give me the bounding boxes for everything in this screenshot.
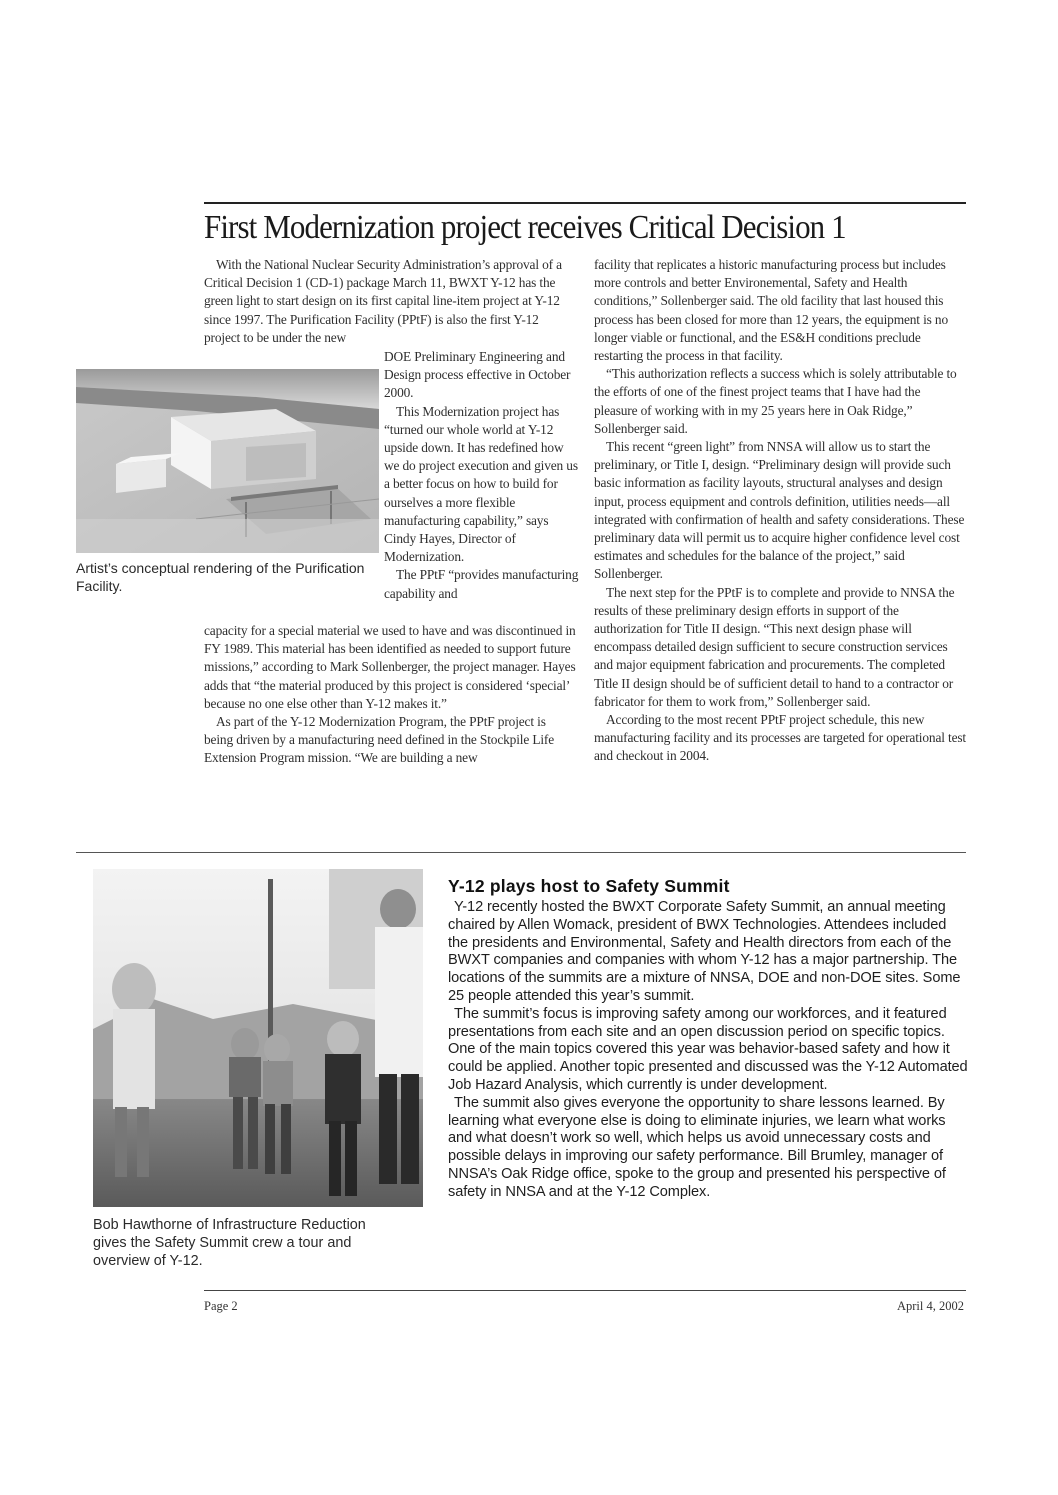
rendering-caption: Artist’s conceptual rendering of the Purification Facility. bbox=[76, 560, 365, 594]
article-bottom-column bbox=[204, 622, 576, 768]
side-paragraph: The PPtF “provides manufacturing capability and bbox=[384, 567, 579, 601]
bottom-paragraph: capacity for a special material we used to have and was discontinued in FY 1989. This material has been identified as needed to support future missions,” according to Mark Sollenberger, the project manager. Hayes adds that “the material produced by this project is considered ‘special’ because no one else other than Y-12 makes it.” bbox=[204, 623, 576, 711]
safety-summit-title: Y-12 plays host to Safety Summit bbox=[448, 876, 730, 896]
summit-paragraph: The summit also gives everyone the opportunity to share lessons learned. By learning what everyone else is doing to eliminate injuries, we learn what works and what doesn’t work so well, which helps us avoid unnecessary costs and possible delays in improving our safety performance. Bill Brumley, manager of NNSA’s Oak Ridge office, spoke to the group and presented his perspective of safety in NNSA and at the Y-12 Complex. bbox=[448, 1094, 946, 1200]
page-number: Page 2 bbox=[204, 1299, 238, 1313]
intro-paragraph: With the National Nuclear Security Administration’s approval of a Critical Decision 1 (CD-1) package March 11, BWXT Y-12 has the green light to start design on its first capital line-item project at Y-12 since 1997. The Purification Facility (PPtF) is also the first Y-12 project to be under the new bbox=[204, 257, 562, 345]
top-rule bbox=[204, 202, 966, 204]
issue-date: April 4, 2002 bbox=[896, 1299, 964, 1313]
right-paragraph: This recent “green light” from NNSA will allow us to start the preliminary, or Title I, design. “Preliminary design will provide such basic information as facility layouts, structural analyses and design input, process equipment and controls definition, utilities needs—all integrated with confirmation of health and safety considerations. These preliminary data will permit us to acquire higher confidence level cost estimates and schedules for the balance of the project,” said Sollenberger. bbox=[594, 439, 965, 582]
summit-photo-caption: Bob Hawthorne of Infrastructure Reduction gives the Safety Summit crew a tour and overview of Y-12. bbox=[93, 1217, 366, 1269]
right-paragraph: The next step for the PPtF is to complete and provide to NNSA the results of these preliminary design efforts in support of the authorization for Title II design. “This next design phase will encompass detailed design sufficient to secure construction services and major equipment fabrication and procurements. The completed Title II design should be of sufficient detail to hand to a contractor or fabricator for them to work from,” Sollenberger said. bbox=[594, 584, 955, 709]
article-right-column bbox=[594, 256, 966, 766]
right-paragraph: facility that replicates a historic manufacturing process but includes more controls and better Environemental, Safety and Health conditions,” Sollenberger said. The old facility that last housed this process has been closed for more than 12 years, the equipment is no longer viable or functional, and the ES&H conditions preclude restarting the process in that facility. bbox=[594, 257, 948, 364]
section-divider bbox=[76, 852, 966, 853]
facility-rendering-image bbox=[76, 369, 379, 553]
right-paragraph: According to the most recent PPtF project schedule, this new manufacturing facility and its processes are targeted for operational test and checkout in 2004. bbox=[594, 712, 966, 764]
side-paragraph: DOE Preliminary Engineering and Design process effective in October 2000. bbox=[384, 349, 571, 401]
summit-paragraph: The summit’s focus is improving safety among our workforces, and it featured presentations from each site and an open discussion period on specific topics. One of the main topics covered this year was behavior-based safety and how it could be applied. Another topic presented and discussed was the Y-12 Automated Job Hazard Analysis, which currently is under development. bbox=[448, 1005, 968, 1093]
right-paragraph: “This authorization reflects a success which is solely attributable to the efforts of one of the finest project teams that I have had the pleasure of working with in my 25 years here in Oak Ridge,” Sollenberger said. bbox=[594, 366, 957, 436]
safety-summit-body bbox=[448, 899, 968, 1202]
summit-paragraph: Y-12 recently hosted the BWXT Corporate Safety Summit, an annual meeting chaired by Allen Womack, president of BWX Technologies. Attendees included the presidents and Environmental, Safety and Health directors from each of the BWXT companies and companies with whom Y-12 has a major partnership. The locations of the summits are a mixture of NNSA, DOE and non-DOE sites. Some 25 people attended this year’s summit. bbox=[448, 899, 961, 1004]
safety-summit-graphic bbox=[93, 869, 423, 1207]
safety-summit-photo bbox=[93, 869, 423, 1207]
footer-rule bbox=[204, 1290, 966, 1291]
article-intro bbox=[204, 256, 576, 347]
bottom-paragraph: As part of the Y-12 Modernization Program, the PPtF project is being driven by a manufacturing need defined in the Stockpile Life Extension Program mission. “We are building a new bbox=[204, 714, 555, 766]
article-side-column bbox=[384, 348, 580, 603]
side-paragraph: This Modernization project has “turned our whole world at Y-12 upside down. It has redefined how we do project execution and given us a better focus on how to build for ourselves a more flexible manufacturing capability,” says Cindy Hayes, Director of Modernization. bbox=[384, 403, 578, 565]
article-title: First Modernization project receives Critical Decision 1 bbox=[204, 207, 846, 246]
facility-rendering-graphic bbox=[76, 369, 379, 553]
